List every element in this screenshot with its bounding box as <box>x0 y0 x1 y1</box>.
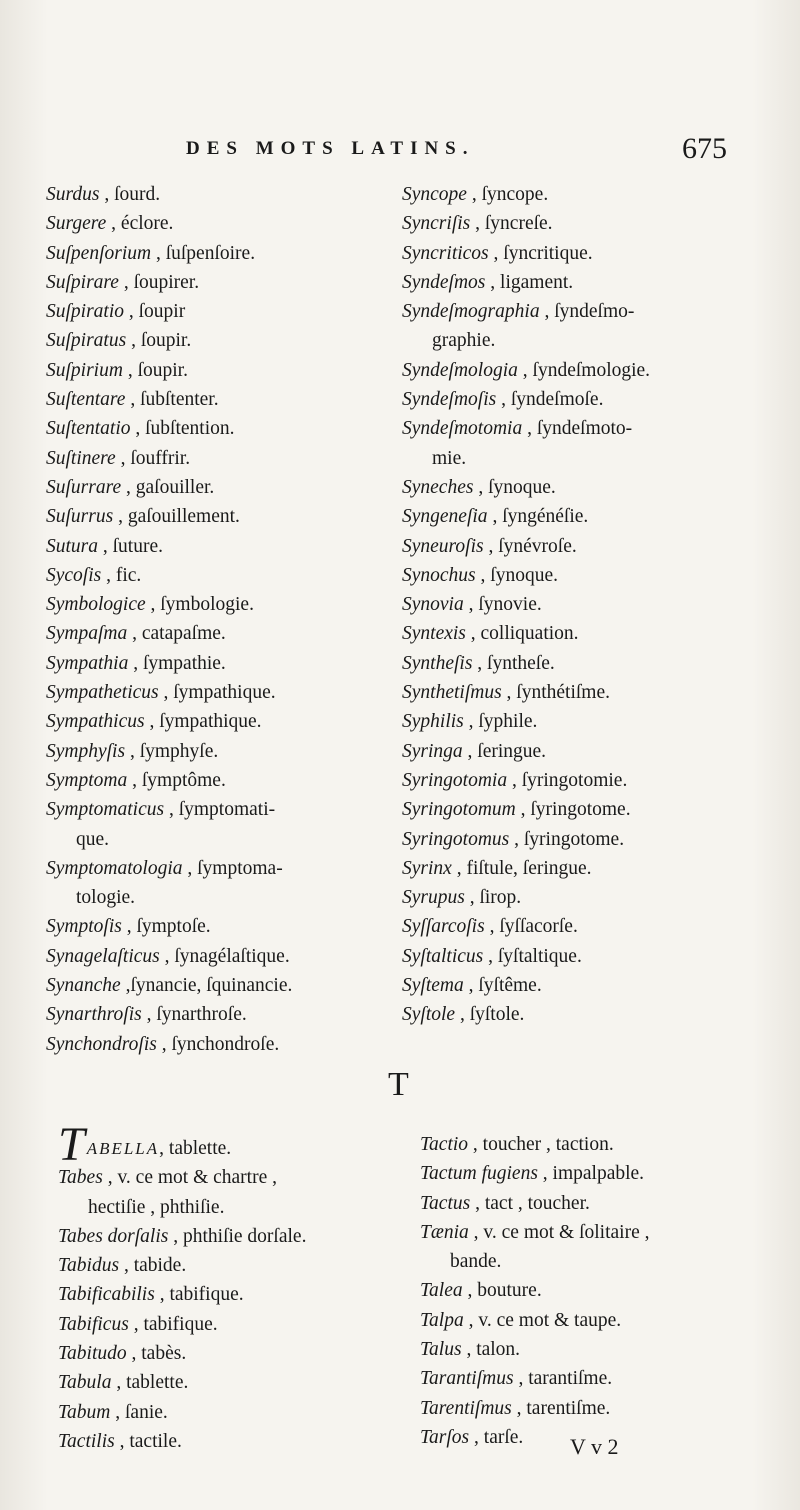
entry <box>58 1118 398 1171</box>
entry-headword: Syringotomus <box>402 828 510 850</box>
entry-headword: Syncriticos <box>402 242 489 264</box>
entry-translation: , ſympathique. <box>163 682 276 704</box>
entry-translation: , ſyndeſmoto- <box>527 418 633 440</box>
entry <box>46 795 391 824</box>
section-letter: T <box>388 1066 409 1103</box>
entry <box>402 854 792 883</box>
entry <box>46 912 391 941</box>
entry <box>402 766 792 795</box>
entry-translation: , phthiſie dorſale. <box>173 1225 307 1247</box>
entry <box>402 649 792 678</box>
entry-translation: , ſymptoma- <box>187 857 283 879</box>
entry-headword: Syntexis <box>402 623 466 645</box>
entry-translation: , ſyſſacorſe. <box>489 916 578 938</box>
entry-headword: Talea <box>420 1280 463 1302</box>
entry-translation: , ſoupir. <box>127 359 188 381</box>
right-column-bottom <box>420 1130 790 1452</box>
entry-headword: Suſpirare <box>46 271 119 293</box>
entry-headword: Tabitudo <box>58 1343 127 1365</box>
entry <box>402 942 792 971</box>
entry <box>402 297 792 326</box>
entry-headword: Tarentiſmus <box>420 1397 512 1419</box>
entry <box>402 532 792 561</box>
entry-translation: , ſyndeſmologie. <box>522 359 651 381</box>
entry <box>420 1364 790 1393</box>
entry-headword: Synchondroſis <box>46 1033 157 1055</box>
entry-translation: , v. ce mot & ſolitaire , <box>473 1221 650 1243</box>
entry-headword: Talus <box>420 1339 462 1361</box>
entry-headword: Synthetiſmus <box>402 682 502 704</box>
entry-translation: , talon. <box>466 1339 521 1361</box>
entry-translation: , ſymptôme. <box>132 769 226 791</box>
entry-headword: Tarantiſmus <box>420 1368 514 1390</box>
entry-translation: , ſyringotome. <box>514 828 625 850</box>
entry-headword: Tactum fugiens <box>420 1163 538 1185</box>
entry <box>402 737 792 766</box>
entry-headword: Syſtema <box>402 975 464 997</box>
left-column-bottom <box>58 1118 398 1456</box>
entry-continuation: bande. <box>450 1251 502 1273</box>
entry-translation: , ſynévroſe. <box>488 535 577 557</box>
entry-headword: Symptomaticus <box>46 799 165 821</box>
entry-translation: , fiſtule, ſeringue. <box>456 857 592 879</box>
entry-headword: Synochus <box>402 564 476 586</box>
entry <box>46 942 391 971</box>
entry <box>46 1000 391 1029</box>
entry-headword: Tabificabilis <box>58 1284 155 1306</box>
entry-translation: , fic. <box>106 564 142 586</box>
entry-translation: , ſyſtême. <box>468 975 542 997</box>
entry-translation: , tact , toucher. <box>475 1192 590 1214</box>
entry-headword: Sycoſis <box>46 564 102 586</box>
entry <box>46 239 391 268</box>
entry-translation: , ſyſtaltique. <box>488 945 582 967</box>
entry-headword: Syringa <box>402 740 463 762</box>
entry-translation: , ſoupir. <box>131 330 192 352</box>
entry-translation: , gaſouiller. <box>126 476 215 498</box>
entry <box>402 883 792 912</box>
entry <box>402 678 792 707</box>
entry <box>402 356 792 385</box>
entry-translation: , tarantiſme. <box>518 1368 613 1390</box>
entry <box>58 1310 398 1339</box>
entry-headword: Syncope <box>402 184 467 205</box>
entry-translation: , ſyphile. <box>468 711 538 733</box>
entry <box>46 561 391 590</box>
entry-translation: , ſymptoſe. <box>126 916 211 938</box>
entry-headword: Suſpiratio <box>46 301 125 323</box>
entry-headword: Synagelaſticus <box>46 945 160 967</box>
entry <box>58 1339 398 1368</box>
entry-translation: , v. ce mot & chartre , <box>107 1167 277 1189</box>
entry <box>402 795 792 824</box>
entry-translation: , impalpable. <box>542 1163 645 1185</box>
entry <box>402 385 792 414</box>
entry <box>402 619 792 648</box>
entry <box>402 268 792 297</box>
entry-translation: , tabès. <box>131 1343 187 1365</box>
entry-translation: , toucher , taction. <box>472 1134 614 1155</box>
entry-headword: Syndeſmoſis <box>402 389 497 411</box>
entry-headword: Tactus <box>420 1192 471 1214</box>
entry <box>46 619 391 648</box>
entry-translation: , ſyntheſe. <box>477 652 555 674</box>
entry <box>58 1251 398 1280</box>
entry-translation: , ligament. <box>490 271 574 293</box>
entry-headword: Syneuroſis <box>402 535 484 557</box>
entry <box>46 356 391 385</box>
left-bottom-list <box>58 1163 398 1456</box>
entry <box>58 1368 398 1397</box>
entry-headword: Suſpiratus <box>46 330 127 352</box>
entry <box>46 532 391 561</box>
entry <box>402 590 792 619</box>
entry <box>46 502 391 531</box>
entry-headword: Tabificus <box>58 1313 129 1335</box>
entry-translation: , ſymphyſe. <box>129 740 219 762</box>
entry-headword: Tabula <box>58 1372 112 1394</box>
entry <box>402 912 792 941</box>
signature-mark: V v 2 <box>570 1434 619 1459</box>
entry-translation: , ſymptomati- <box>168 799 276 821</box>
entry <box>402 971 792 1000</box>
entry-headword: Tarſos <box>420 1426 470 1448</box>
entry <box>420 1189 790 1218</box>
entry-headword: Sympathia <box>46 652 129 674</box>
entry <box>46 649 391 678</box>
entry-translation: , ſynthétiſme. <box>506 682 610 704</box>
entry <box>402 502 792 531</box>
entry-headword: Symptomatologia <box>46 857 183 879</box>
entry-translation: , catapaſme. <box>132 623 226 645</box>
entry <box>420 1276 790 1305</box>
entry <box>46 385 391 414</box>
drop-cap: T <box>58 1118 85 1171</box>
entry-translation: , tarſe. <box>474 1426 524 1448</box>
entry <box>402 561 792 590</box>
entry-translation: , ſynagélaſtique. <box>164 945 290 967</box>
entry <box>46 737 391 766</box>
entry-translation: , bouture. <box>467 1280 542 1302</box>
entry-headword: Sympathicus <box>46 711 145 733</box>
entry <box>420 1218 790 1247</box>
entry-headword: Sutura <box>46 535 99 557</box>
entry-translation: , colliquation. <box>470 623 579 645</box>
entry-translation: , tablette. <box>116 1372 189 1394</box>
entry <box>402 209 792 238</box>
entry-headword: Syndeſmotomia <box>402 418 523 440</box>
entry-translation: , ſynoque. <box>480 564 558 586</box>
entry-translation: , ſirop. <box>469 887 522 909</box>
entry <box>46 209 391 238</box>
entry-translation: , ſuſpenſoire. <box>155 242 256 264</box>
entry-headword: Sympatheticus <box>46 682 159 704</box>
entry-translation: , ſympathie. <box>133 652 226 674</box>
entry <box>58 1280 398 1309</box>
entry-headword: Syncriſis <box>402 213 471 235</box>
entry-headword: Syphilis <box>402 711 464 733</box>
entry-headword: Synovia <box>402 594 464 616</box>
entry-headword: Suſtentare <box>46 389 126 411</box>
entry <box>46 971 391 1000</box>
entry-headword: Syſſarcoſis <box>402 916 485 938</box>
entry-translation: , tactile. <box>119 1430 182 1452</box>
entry-headword: Syringotomum <box>402 799 516 821</box>
entry-translation: , ſyngénéſie. <box>492 506 589 528</box>
entry <box>402 825 792 854</box>
right-column-top <box>402 180 792 1030</box>
entry-headword: Surgere <box>46 213 107 235</box>
entry-translation: , ſymbologie. <box>150 594 254 616</box>
entry-headword: Syrinx <box>402 857 452 879</box>
entry-translation: , éclore. <box>111 213 174 235</box>
entry-headword: Symptoma <box>46 769 128 791</box>
entry-continuation: hectiſie , phthiſie. <box>88 1196 225 1218</box>
entry <box>46 268 391 297</box>
entry-translation: , v. ce mot & taupe. <box>468 1309 622 1331</box>
entry <box>46 707 391 736</box>
entry-translation: , tabifique. <box>133 1313 218 1335</box>
entry-translation: , ſynovie. <box>468 594 542 616</box>
entry-translation: , ſubſtenter. <box>130 389 219 411</box>
entry <box>58 1398 398 1427</box>
entry <box>420 1306 790 1335</box>
entry <box>402 180 792 209</box>
entry-translation: , ſyſtole. <box>459 1004 525 1026</box>
entry-headword: Suſtinere <box>46 447 116 469</box>
entry-headword: Symptoſis <box>46 916 122 938</box>
entry-translation: , ſubſtention. <box>135 418 235 440</box>
entry-headword: Sympaſma <box>46 623 128 645</box>
entry-translation: , ſynoque. <box>478 476 556 498</box>
entry-headword: Syſtalticus <box>402 945 484 967</box>
entry <box>402 239 792 268</box>
entry-headword: Tabes <box>58 1167 103 1189</box>
entry <box>58 1163 398 1192</box>
entry-headword: Surdus <box>46 184 100 205</box>
left-column-top <box>46 180 391 1059</box>
entry-headword: Syntheſis <box>402 652 473 674</box>
entry-headword: Syndeſmos <box>402 271 486 293</box>
entry <box>420 1394 790 1423</box>
entry-translation: , ſyringotome. <box>520 799 631 821</box>
entry-headword: Tænia <box>420 1221 469 1243</box>
entry <box>46 1030 391 1059</box>
entry <box>46 414 391 443</box>
entry-headword: Tabidus <box>58 1255 120 1277</box>
entry-translation: , tarentiſme. <box>516 1397 611 1419</box>
entry-headword: Syringotomia <box>402 769 508 791</box>
entry <box>46 590 391 619</box>
entry <box>46 326 391 355</box>
entry <box>420 1159 790 1188</box>
entry <box>58 1222 398 1251</box>
entry-headword: Tactio <box>420 1134 469 1155</box>
entry-continuation: que. <box>76 828 110 850</box>
entry <box>46 473 391 502</box>
running-title: DES MOTS LATINS. <box>186 138 475 159</box>
entry-headword: Symbologice <box>46 594 146 616</box>
entry-headword: ABELLA <box>86 1139 160 1158</box>
entry-translation: , ſynarthroſe. <box>146 1004 247 1026</box>
entry-headword: Syneches <box>402 476 474 498</box>
entry <box>402 1000 792 1029</box>
entry-headword: Syndeſmographia <box>402 301 540 323</box>
entry <box>46 766 391 795</box>
entry-headword: Syndeſmologia <box>402 359 518 381</box>
entry-translation: , ſuture. <box>102 535 163 557</box>
entry-translation: , tablette. <box>159 1138 232 1159</box>
entry-headword: Suſpirium <box>46 359 123 381</box>
entry <box>420 1130 790 1159</box>
entry-translation: , gaſouillement. <box>118 506 240 528</box>
entry-headword: Suſpenſorium <box>46 242 152 264</box>
entry-translation: , ſympathique. <box>149 711 262 733</box>
entry <box>58 1427 398 1456</box>
entry-headword: Symphyſis <box>46 740 126 762</box>
entry-headword: Tabes dorſalis <box>58 1225 169 1247</box>
entry-headword: Suſurrare <box>46 476 122 498</box>
entry-headword: Syngeneſia <box>402 506 488 528</box>
entry-translation: , tabide. <box>123 1255 187 1277</box>
entry-translation: , ſoupir <box>128 301 186 323</box>
entry-translation: , ſourd. <box>104 184 161 205</box>
entry-translation: , ſouffrir. <box>120 447 191 469</box>
entry-headword: Suſurrus <box>46 506 114 528</box>
entry-headword: Tabum <box>58 1401 111 1423</box>
entry-headword: Syrupus <box>402 887 465 909</box>
entry-translation: , ſyncope. <box>471 184 549 205</box>
entry <box>46 180 391 209</box>
entry-translation: , tabifique. <box>159 1284 244 1306</box>
entry-headword: Talpa <box>420 1309 464 1331</box>
entry-translation: , ſyndeſmo- <box>544 301 635 323</box>
entry-headword: Suſtentatio <box>46 418 131 440</box>
entry <box>46 854 391 883</box>
entry-translation: , ſyncritique. <box>493 242 593 264</box>
entry-continuation: tologie. <box>76 887 136 909</box>
entry-translation: , ſoupirer. <box>123 271 200 293</box>
entry-continuation: mie. <box>432 447 467 469</box>
entry <box>46 297 391 326</box>
entry-headword: Synanche <box>46 975 121 997</box>
entry-translation: , ſeringue. <box>467 740 547 762</box>
page-number: 675 <box>682 132 727 165</box>
entry <box>46 444 391 473</box>
entry <box>46 678 391 707</box>
entry-headword: Tactilis <box>58 1430 115 1452</box>
entry-translation: , ſyncreſe. <box>475 213 553 235</box>
entry-translation: , ſyndeſmoſe. <box>501 389 604 411</box>
entry-headword: Synarthroſis <box>46 1004 142 1026</box>
entry-continuation: graphie. <box>432 330 496 352</box>
entry-translation: , ſanie. <box>115 1401 168 1423</box>
entry <box>402 473 792 502</box>
entry-translation: ,ſynancie, ſquinancie. <box>125 975 293 997</box>
entry <box>402 414 792 443</box>
entry-translation: , ſynchondroſe. <box>161 1033 280 1055</box>
entry <box>402 707 792 736</box>
entry <box>420 1335 790 1364</box>
entry-headword: Syſtole <box>402 1004 456 1026</box>
entry-translation: , ſyringotomie. <box>511 769 628 791</box>
